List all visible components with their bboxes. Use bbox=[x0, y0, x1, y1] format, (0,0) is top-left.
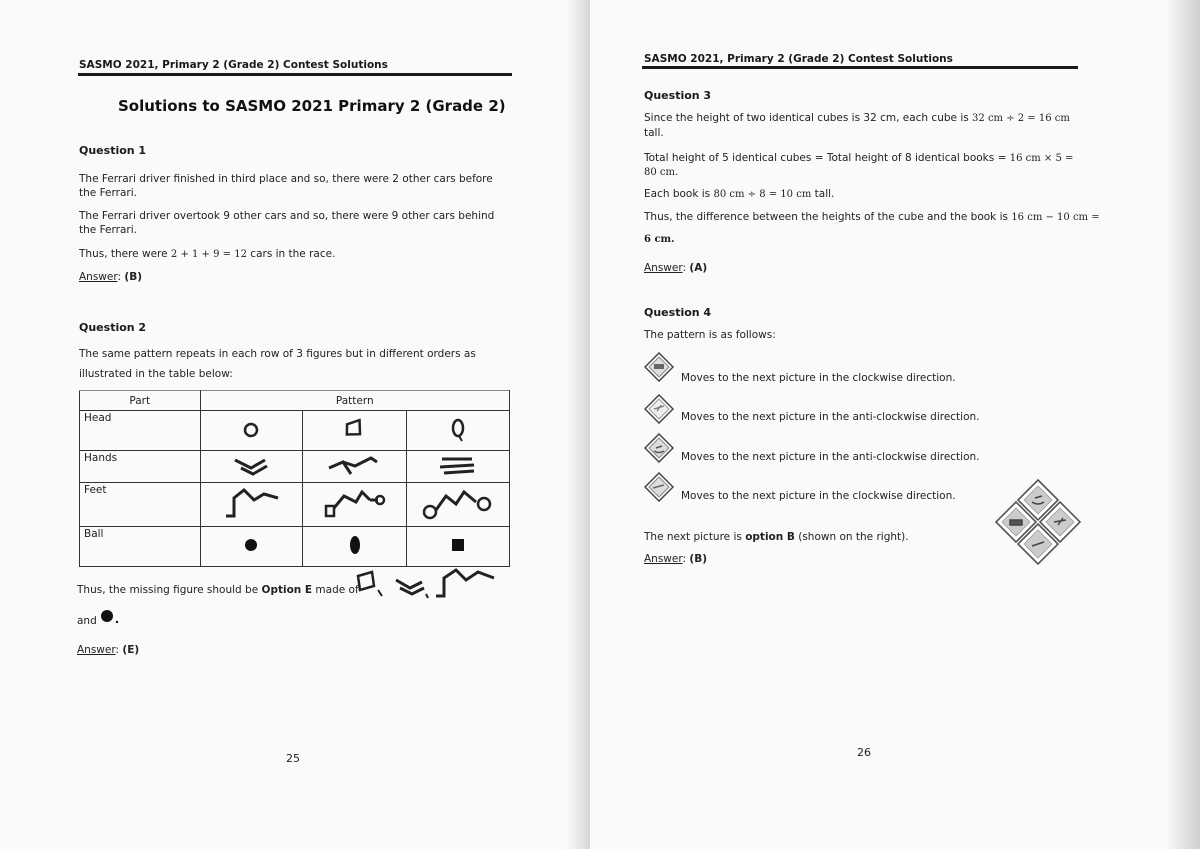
q3-result: 6 cm. bbox=[644, 234, 675, 245]
q3-line3-suffix: tall. bbox=[811, 188, 835, 200]
feet-figure-1 bbox=[200, 483, 303, 527]
q4-conclusion bbox=[644, 530, 909, 544]
hands-figure-3 bbox=[407, 451, 510, 483]
feet-figure-2 bbox=[303, 483, 407, 527]
q4-answer-label: Answer bbox=[644, 553, 683, 565]
q4-conclusion-option: option B bbox=[745, 531, 795, 543]
q3-line-4 bbox=[644, 210, 1100, 225]
row-label-feet: Feet bbox=[80, 483, 201, 527]
question-4-heading: Question 4 bbox=[644, 306, 712, 319]
ball-square-figure bbox=[407, 527, 510, 567]
q2-conclusion-suffix: made of bbox=[312, 584, 359, 596]
q3-line4-math: 16 cm − 10 cm = bbox=[1011, 212, 1100, 223]
q1-para3-suffix: cars in the race. bbox=[246, 248, 336, 260]
q3-line1-prefix: Since the height of two identical cubes is 32 cm, each cube is bbox=[644, 112, 973, 124]
q1-answer: Answer: (B) bbox=[79, 271, 142, 283]
q1-answer-value: (B) bbox=[124, 271, 142, 283]
q2-and-line bbox=[77, 614, 97, 628]
q1-answer-label: Answer bbox=[79, 271, 118, 283]
table-row bbox=[80, 451, 510, 483]
ball-circle-figure bbox=[200, 527, 303, 567]
hands-figure-2 bbox=[303, 451, 407, 483]
row-label-head: Head bbox=[80, 411, 201, 451]
q2-conclusion bbox=[77, 583, 359, 597]
head-oval-figure bbox=[407, 411, 510, 451]
table-row bbox=[80, 527, 510, 567]
head-square-figure bbox=[303, 411, 407, 451]
q4-answer-value: (B) bbox=[689, 553, 707, 565]
table-row bbox=[80, 483, 510, 527]
q3-answer-value: (A) bbox=[689, 262, 708, 274]
row-label-hands: Hands bbox=[80, 451, 201, 483]
table-header-part: Part bbox=[80, 391, 201, 411]
q3-line4-prefix: Thus, the difference between the heights of the cube and the book is bbox=[644, 211, 1012, 223]
q3-answer: Answer: (A) bbox=[644, 262, 708, 274]
q3-line1-math: 32 cm ÷ 2 = 16 cm bbox=[972, 113, 1070, 124]
q2-answer-value: (E) bbox=[122, 644, 140, 656]
q1-paragraph-1: The Ferrari driver finished in third place and so, there were 2 other cars before the Ferrari. bbox=[79, 173, 493, 199]
q1-paragraph-2: The Ferrari driver overtook 9 other cars and so, there were 9 other cars behind the Ferrari. bbox=[79, 210, 495, 236]
left-page bbox=[0, 0, 590, 849]
q3-line2-math: 16 cm × 5 = bbox=[1009, 153, 1074, 164]
page-header-right: SASMO 2021, Primary 2 (Grade 2) Contest Solutions bbox=[644, 53, 953, 65]
q2-paragraph-1: The same pattern repeats in each row of 3 figures but in different orders as illustrated in the table below: bbox=[79, 348, 476, 380]
car-tile-icon bbox=[644, 472, 674, 502]
q4-conclusion-suffix: (shown on the right). bbox=[794, 531, 909, 543]
q1-equation: 2 + 1 + 9 = 12 bbox=[170, 249, 247, 260]
q4-intro: The pattern is as follows: bbox=[644, 329, 776, 341]
ball-oval-figure bbox=[303, 527, 407, 567]
hands-figure-1 bbox=[200, 451, 303, 483]
q4-conclusion-prefix: The next picture is bbox=[644, 531, 746, 543]
q2-conclusion-prefix: Thus, the missing figure should be bbox=[77, 584, 262, 596]
book-right-edge bbox=[1168, 0, 1200, 849]
question-3-heading: Question 3 bbox=[644, 89, 712, 102]
q2-conclusion-option: Option E bbox=[261, 584, 313, 596]
q4-answer: Answer: (B) bbox=[644, 553, 707, 565]
option-b-figure bbox=[990, 478, 1086, 570]
q2-answer-label: Answer bbox=[77, 644, 116, 656]
q4-rule-1: Moves to the next picture in the clockwise direction. bbox=[681, 372, 956, 384]
q3-line-2-cont: 80 cm. bbox=[644, 167, 679, 178]
page-number-left: 25 bbox=[286, 752, 300, 765]
page-header-left: SASMO 2021, Primary 2 (Grade 2) Contest Solutions bbox=[79, 59, 388, 71]
table-header-pattern: Pattern bbox=[200, 391, 509, 411]
q3-line3-prefix: Each book is bbox=[644, 188, 714, 200]
plane-tile-icon bbox=[644, 394, 674, 424]
q3-line-3 bbox=[644, 187, 834, 202]
q1-para3-prefix: Thus, there were bbox=[79, 248, 171, 260]
q4-rule-4: Moves to the next picture in the clockwise direction. bbox=[681, 490, 956, 502]
q3-answer-label: Answer bbox=[644, 262, 683, 274]
q3-line2-prefix: Total height of 5 identical cubes = Total height of 8 identical books = bbox=[644, 152, 1010, 164]
right-page bbox=[590, 0, 1200, 849]
q4-rule-3: Moves to the next picture in the anti-clockwise direction. bbox=[681, 451, 980, 463]
header-rule-right bbox=[642, 66, 1078, 69]
question-1-heading: Question 1 bbox=[79, 144, 147, 157]
q2-and-text: and bbox=[77, 615, 97, 627]
q3-line3-math: 80 cm ÷ 8 = 10 cm bbox=[713, 189, 812, 200]
option-e-figures bbox=[352, 564, 502, 602]
q4-rule-2: Moves to the next picture in the anti-clockwise direction. bbox=[681, 411, 980, 423]
q3-line-1 bbox=[644, 111, 1070, 126]
q3-line-2 bbox=[644, 151, 1073, 166]
q3-line-1-cont: tall. bbox=[644, 127, 664, 139]
page-number-right: 26 bbox=[857, 746, 871, 759]
train-tile-icon bbox=[644, 352, 674, 382]
header-rule-left bbox=[78, 73, 512, 76]
page-title: Solutions to SASMO 2021 Primary 2 (Grade 2) bbox=[118, 97, 506, 115]
pattern-table bbox=[79, 390, 510, 567]
question-2-heading: Question 2 bbox=[79, 321, 147, 334]
q1-paragraph-3 bbox=[79, 247, 335, 262]
feet-figure-3 bbox=[407, 483, 510, 527]
row-label-ball: Ball bbox=[80, 527, 201, 567]
q2-answer: Answer: (E) bbox=[77, 644, 140, 656]
ball-figure-inline bbox=[99, 607, 123, 625]
table-row bbox=[80, 411, 510, 451]
rocking-horse-tile-icon bbox=[644, 433, 674, 463]
head-circle-figure bbox=[200, 411, 303, 451]
